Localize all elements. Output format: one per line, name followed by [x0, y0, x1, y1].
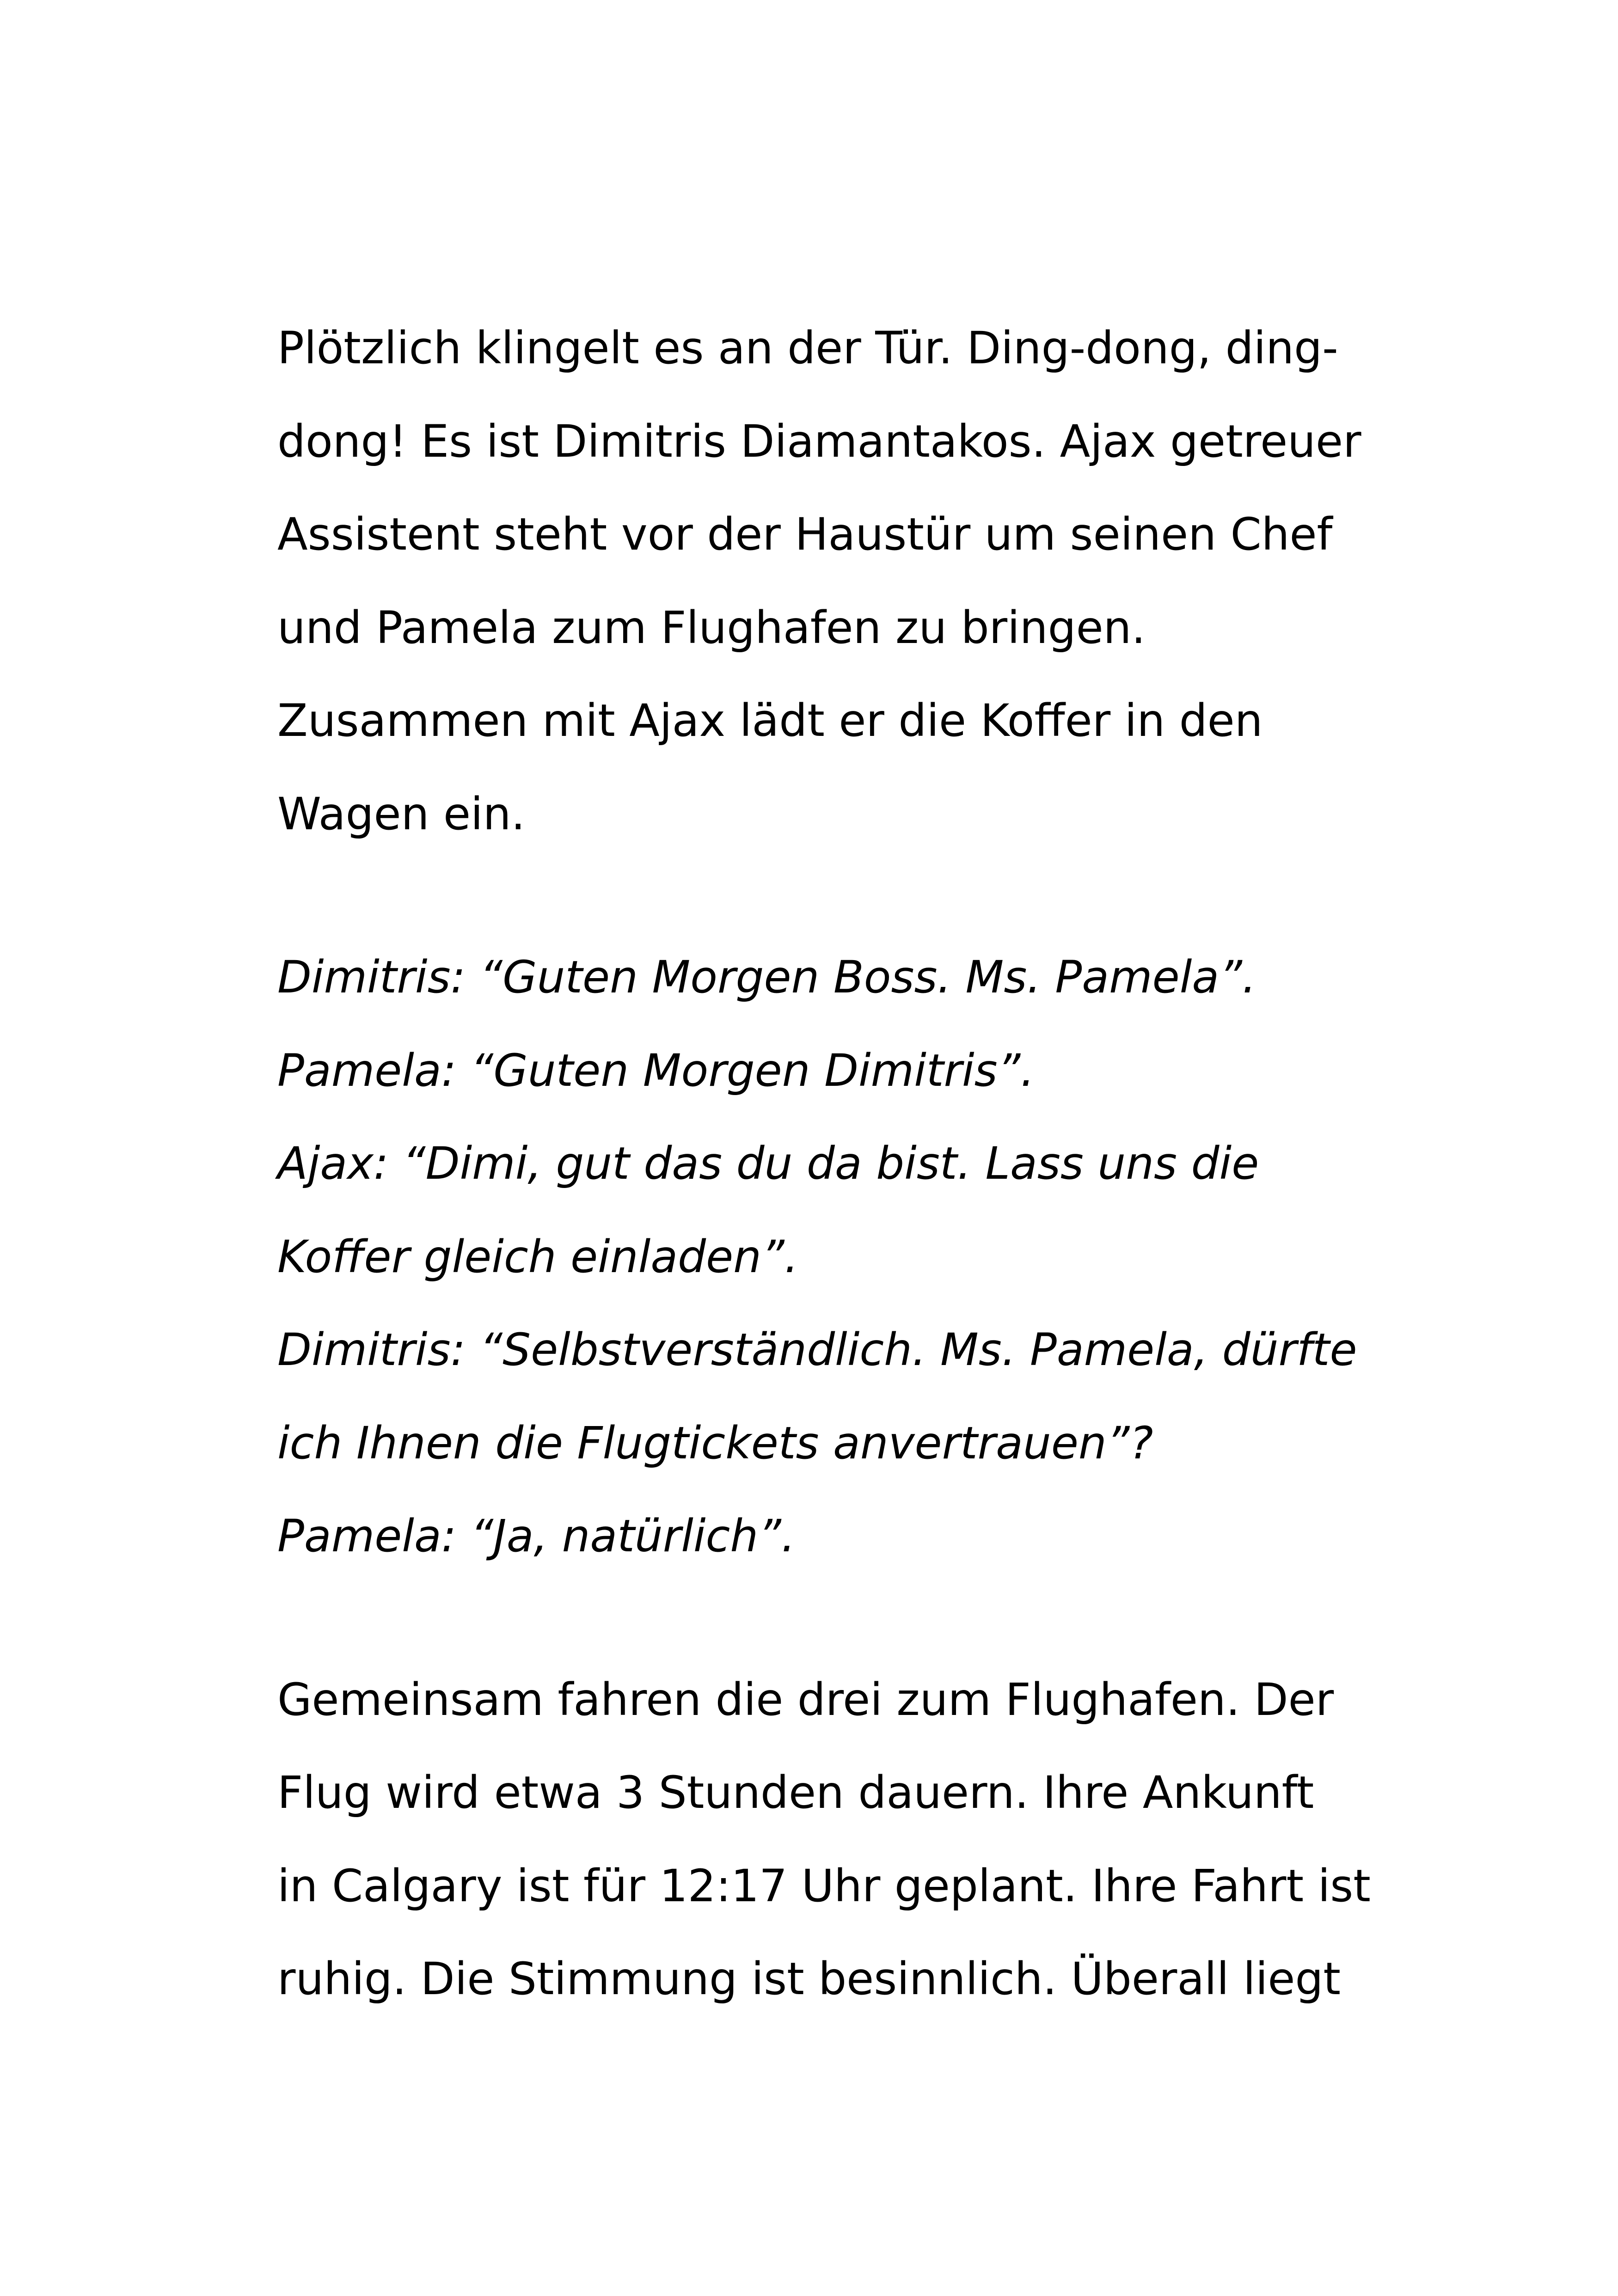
paragraph-2-line: Flug wird etwa 3 Stunden dauern. Ihre Ankunft: [277, 1767, 1314, 1818]
dialogue-line: Dimitris: “Selbstverständlich. Ms. Pamela, dürfte: [277, 1324, 1357, 1376]
paragraph-1-line: und Pamela zum Flughafen zu bringen.: [277, 602, 1146, 654]
paragraph-2-line: Gemeinsam fahren die drei zum Flughafen. Der: [277, 1674, 1334, 1726]
paragraph-2-line: in Calgary ist für 12:17 Uhr geplant. Ihre Fahrt ist: [277, 1860, 1371, 1912]
paragraph-1-line: Plötzlich klingelt es an der Tür. Ding-dong, ding-: [277, 322, 1338, 374]
dialogue-line: Dimitris: “Guten Morgen Boss. Ms. Pamela”.: [277, 951, 1256, 1003]
dialogue-line: ich Ihnen die Flugtickets anvertrauen”?: [277, 1417, 1153, 1469]
paragraph-1-line: Zusammen mit Ajax lädt er die Koffer in den: [277, 695, 1263, 747]
dialogue-line: Pamela: “Guten Morgen Dimitris”.: [277, 1045, 1035, 1096]
dialogue-line: Koffer gleich einladen”.: [277, 1231, 799, 1283]
paragraph-1-line: dong! Es ist Dimitris Diamantakos. Ajax getreuer: [277, 416, 1361, 467]
paragraph-1-line: Wagen ein.: [277, 788, 526, 840]
paragraph-2-line: ruhig. Die Stimmung ist besinnlich. Überall liegt: [277, 1953, 1341, 2005]
dialogue-line: Pamela: “Ja, natürlich”.: [277, 1510, 796, 1562]
paragraph-1-line: Assistent steht vor der Haustür um seinen Chef: [277, 508, 1333, 560]
dialogue-line: Ajax: “Dimi, gut das du da bist. Lass uns die: [277, 1138, 1259, 1189]
